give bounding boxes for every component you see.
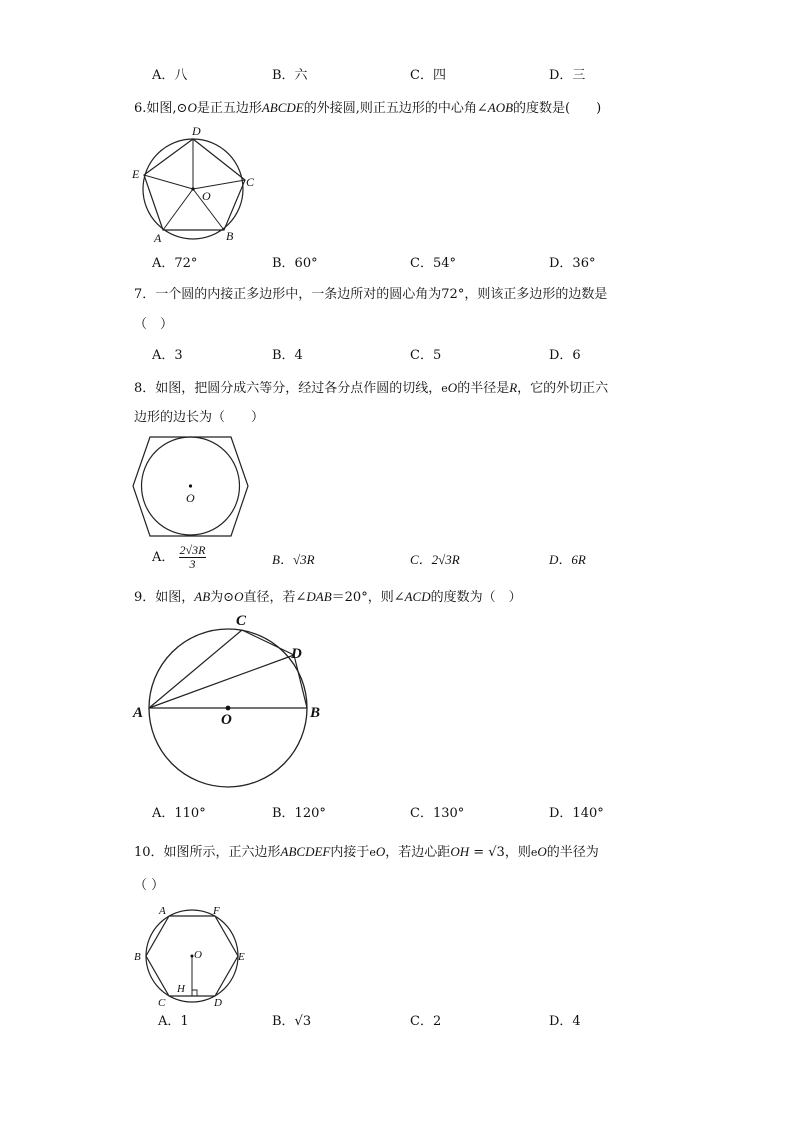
q9-label-a: A	[133, 705, 144, 721]
q6-label-c: C	[246, 175, 255, 189]
q10-label-b: B	[134, 951, 141, 963]
q6-label-e: E	[132, 167, 140, 181]
q10-label-c: C	[158, 997, 166, 1009]
q10-label-h: H	[177, 983, 185, 995]
q6-stem-text-d: 的度数是( )	[513, 101, 602, 116]
q7-option-d[interactable]: D．6	[549, 348, 581, 363]
q6-stem-abcde: ABCDE	[261, 100, 304, 115]
q6-stem-text-a: 6.如图,⊙	[134, 101, 188, 116]
q9-option-c[interactable]: C．130°	[410, 806, 465, 821]
q10-option-a[interactable]: A．1	[158, 1014, 189, 1029]
q7-option-b[interactable]: B．4	[272, 348, 303, 363]
q5-option-a[interactable]: A．八	[152, 68, 188, 83]
q10-stem-o-1: O	[375, 844, 386, 859]
q10-label-d: D	[214, 997, 222, 1009]
q8-option-b[interactable]: B．√3R	[272, 552, 315, 567]
q9-label-d: D	[291, 646, 302, 662]
q9-stem	[134, 589, 522, 606]
q9-stem-text-a: 9．如图，	[134, 590, 195, 605]
q8-stem-o: O	[447, 380, 458, 395]
q9-stem-text-e: 的度数为（ ）	[430, 590, 522, 605]
q8-option-a-prefix: A．	[152, 550, 175, 565]
q8-option-a-fraction	[179, 544, 207, 571]
q8-stem-text-b: 的半径是	[457, 381, 510, 396]
q6-option-d[interactable]: D．36°	[549, 256, 596, 271]
q10-stem-abcdef: ABCDEF	[280, 844, 331, 859]
q6-option-c[interactable]: C．54°	[410, 256, 456, 271]
q10-stem-circle-symbol-2: e	[530, 846, 538, 859]
q10-option-c[interactable]: C．2	[410, 1014, 442, 1029]
q6-label-d: D	[192, 124, 201, 138]
q10-stem-line2: （ ）	[134, 878, 165, 893]
q6-label-b: B	[226, 229, 234, 243]
q10-label-o: O	[194, 949, 202, 961]
q6-stem-aob: AOB	[487, 100, 514, 115]
q8-stem-circle-symbol: e	[441, 382, 448, 395]
q6-stem-o: O	[187, 100, 197, 115]
q8-option-c[interactable]: C．2√3R	[410, 552, 460, 567]
q9-stem-text-c: 直径，若∠	[243, 590, 307, 605]
q10-hexagon-figure	[130, 900, 255, 1008]
q10-stem-oh: OH	[450, 844, 470, 859]
q9-stem-dab: DAB	[306, 589, 332, 604]
q10-option-b[interactable]: B．√3	[272, 1014, 312, 1029]
q6-pentagon-figure	[130, 118, 260, 248]
q6-option-b[interactable]: B．60°	[272, 256, 318, 271]
q8-label-o: O	[186, 491, 195, 505]
q9-stem-ab: AB	[194, 589, 211, 604]
q10-option-d[interactable]: D．4	[549, 1014, 581, 1029]
q8-stem-line1	[134, 380, 608, 397]
q9-option-a[interactable]: A．110°	[152, 806, 206, 821]
q8-option-a[interactable]	[152, 544, 206, 571]
q9-stem-text-b: 为⊙	[210, 590, 235, 605]
q10-stem-circle-symbol-1: e	[369, 846, 376, 859]
q8-option-a-denominator: 3	[189, 557, 196, 571]
q8-option-a-numerator: 2√3R	[179, 543, 206, 557]
q9-circle-figure	[130, 608, 330, 798]
q9-option-d[interactable]: D．140°	[549, 806, 604, 821]
q9-label-o: O	[221, 712, 232, 728]
q7-stem-line1: 7．一个圆的内接正多边形中，一条边所对的圆心角为72°，则该正多边形的边数是	[134, 287, 608, 302]
q6-option-a[interactable]: A．72°	[152, 256, 198, 271]
q9-option-b[interactable]: B．120°	[272, 806, 326, 821]
q10-label-f: F	[213, 905, 220, 917]
q9-stem-o: O	[234, 589, 244, 604]
q10-stem-line1	[134, 844, 599, 861]
q10-stem-equals-sqrt3: = √3	[469, 845, 505, 860]
q10-stem-text-e: 的半径为	[546, 845, 599, 860]
q5-option-b[interactable]: B．六	[272, 68, 308, 83]
q8-stem-r: R	[509, 380, 518, 395]
q7-option-c[interactable]: C．5	[410, 348, 442, 363]
q9-stem-acd: ACD	[404, 589, 431, 604]
q9-label-b: B	[310, 705, 321, 721]
q5-option-d[interactable]: D．三	[549, 68, 586, 83]
q8-stem-text-a: 8．如图，把圆分成六等分，经过各分点作圆的切线，	[134, 381, 442, 396]
q5-option-c[interactable]: C．四	[410, 68, 446, 83]
q9-label-c: C	[236, 613, 247, 629]
q10-stem-text-a: 10．如图所示，正六边形	[134, 845, 281, 860]
q8-stem-text-c: ，它的外切正六	[517, 381, 609, 396]
q6-stem-text-b: 是正五边形	[196, 101, 262, 116]
q7-stem-line2: （ ）	[134, 317, 174, 332]
q10-stem-text-d: ，则	[504, 845, 531, 860]
q6-label-o: O	[202, 189, 211, 203]
q10-stem-o-2: O	[537, 844, 547, 859]
q6-stem	[134, 100, 601, 117]
q9-stem-text-d: ＝20°，则∠	[331, 590, 405, 605]
q6-label-a: A	[154, 231, 162, 245]
q10-label-a: A	[159, 905, 166, 917]
q8-hexagon-figure	[130, 432, 252, 542]
q8-stem-line2: 边形的边长为（ ）	[134, 410, 265, 425]
q10-stem-text-b: 内接于	[330, 845, 370, 860]
q10-stem-text-c: ，若边心距	[385, 845, 451, 860]
q7-option-a[interactable]: A．3	[152, 348, 183, 363]
q6-stem-text-c: 的外接圆,则正五边形的中心角∠	[303, 101, 488, 116]
q10-label-e: E	[238, 951, 245, 963]
q8-option-d[interactable]: D．6R	[549, 552, 586, 567]
